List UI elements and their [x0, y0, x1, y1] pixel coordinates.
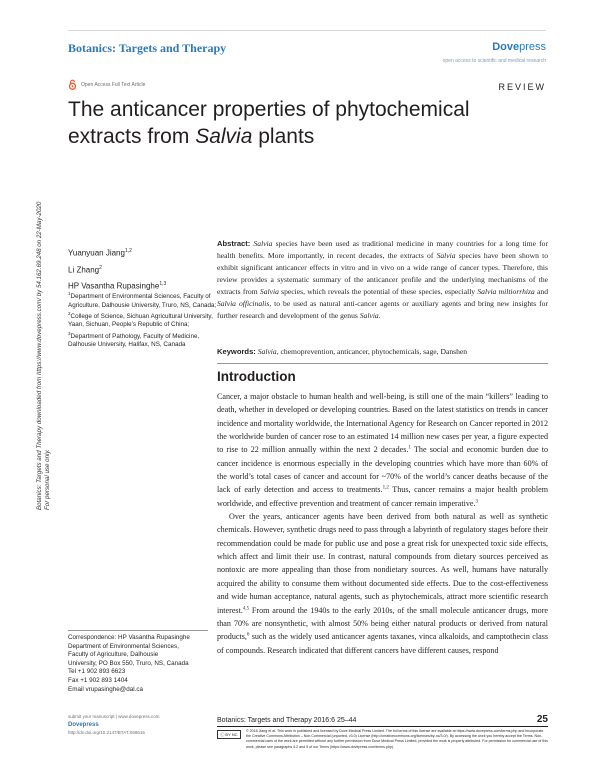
correspondence-rule [68, 630, 208, 631]
page-number: 25 [536, 714, 548, 725]
author[interactable]: Yuanyuan Jiang$^{1,2}$ [68, 248, 132, 258]
open-access-lock-icon [68, 79, 77, 90]
doi-link[interactable]: http://dx.doi.org/10.2147/BTAT.S68616 [68, 730, 145, 735]
publisher-logo-rest: press [519, 41, 546, 53]
author-list [68, 244, 166, 294]
article-title [68, 96, 528, 150]
correspondence-email[interactable]: Email vrupasinghe@dal.ca [68, 685, 143, 693]
publisher-tagline: open access to scientific and medical research [442, 58, 546, 64]
journal-name[interactable]: Botanics: Targets and Therapy [68, 41, 227, 55]
introduction-body [217, 390, 548, 657]
title-italic: Salvia [195, 125, 253, 148]
download-stamp-line-1: Botanics: Targets and Therapy downloaded from https://www.dovepress.com/ by 54.162.69.248 on 22-May-2020 [36, 201, 43, 510]
keywords: Keywords: Salvia, chemoprevention, anticancer, phytochemicals, sage, Danshen [217, 347, 468, 356]
affiliations: $^1$Department of Environmental Sciences, Faculty of Agriculture, Dalhousie University, Truro, NS, Canada; $^2$College of Science, Sichuan Agricultural University, Yaan, Sichuan, People’s Republic of China; $^3$Department of Pathology, Faculty of Medicine, Dalhousie University, Halifax, NS, Canada [68, 291, 217, 349]
publisher-logo[interactable] [492, 41, 546, 53]
paragraph: Cancer, a major obstacle to human health and well-being, is still one of the main “killers” leading to death, whether in developed or developing countries. Based on the latest statistics on trends in cancer incidence and mortality worldwide, the International Agency for Research on Cancer reported in 2012 the worldwide burden of cancer rose to an estimated 14 million new cases per year, a figure expected to rise to 22 million annually within the next 2 decades.$^1$ The social and economic burden due to cancer incidence is enormous especially in the developing countries which have more than 60% of the world’s total cases of cancer and account for ~70% of the world’s cancer deaths because of the lack of early detection and access to treatments.$^{1,2}$ Thus, cancer remains a major health problem worldwide, and effective prevention and treatment of cancer remain imperative.$^3$ [217, 392, 548, 508]
open-access-label: Open Access Full Text Article [81, 81, 146, 88]
submit-manuscript-link[interactable]: submit your manuscript | www.dovepress.com [68, 714, 160, 719]
title-line-2a: extracts from [68, 125, 196, 148]
license-text: © 2016 Jiang et al. This work is published and licensed by Dove Medical Press Limited. The full terms of this license are available at https://www.dovepress.com/terms.php and incorporate the Creative Commons Attribution – Non Commercial (unported, v3.0) License (http://creativecommons.org/licenses/by-nc/3.0/). By accessing the work you hereby accept the Terms. Non-commercial uses of the work are permitted without any further permission from Dove Medical Press Limited, provided the work is properly attributed. For permission for commercial use of this work, please see paragraphs 4.2 and 5 of our Terms (https://www.dovepress.com/terms.php). [246, 729, 548, 749]
download-stamp-line-2: For personal use only. [44, 449, 51, 510]
footer-rule [217, 726, 548, 727]
section-heading-introduction: Introduction [217, 369, 296, 384]
cc-icon: ⓒ [220, 731, 225, 737]
author[interactable]: Li Zhang$^2$ [68, 264, 102, 275]
title-line-1: The anticancer properties of phytochemical [68, 98, 470, 121]
keywords-label: Keywords: [217, 347, 256, 356]
paragraph: Over the years, anticancer agents have been derived from both natural as well as synthetic chemicals. However, synthetic drugs need to pass through a labyrinth of regulatory stages before their recommendation could be made for public use and pose a great risk for unexpected toxic side effects, which affect and limit their use. In contrast, natural compounds from dietary sources perceived as nontoxic are more appealing than those from nondietary sources. As well, humans have naturally acquired the ability to consume them without documented side effects. Due to the cost-effectiveness and wide human acceptance, natural agents, such as phytochemicals, attract more scientific research interest.$^{4,5}$ From around the 1940s to the early 2010s, of the small molecule anticancer drugs, more than 70% are nonsynthetic, with almost 50% being either natural products or derived from natural products,$^6$ such as the widely used anticancer agents taxanes, vinca alkaloids, and camptothecin class of compounds. Research indicated that different cancers have different causes, respond [217, 512, 548, 655]
publisher-logo-bold: Dove [492, 41, 520, 53]
footer-dovepress-logo[interactable]: Dovepress [68, 722, 99, 728]
open-access-badge [68, 79, 145, 90]
abstract: Abstract: Salvia species have been used as traditional medicine in many countries for a long time for health benefits. More importantly, in recent decades, the extracts of Salvia species have been shown to exhibit significant anticancer effects in vitro and in vivo on a wide range of cancer types. Therefore, this review provides a systematic summary of the anticancer profile and the underlying mechanisms of the extracts from Salvia species, which reveals the potential of these species, especially Salvia miltiorrhiza and Salvia officinalis, to be used as natural anti-cancer agents or auxiliary agents and bring new insights for further research and development of the genus Salvia. [217, 239, 549, 320]
title-line-2b: plants [252, 125, 315, 148]
footer-left [68, 714, 208, 736]
article-type: REVIEW [498, 82, 546, 92]
abstract-label: Abstract: [217, 239, 251, 248]
author[interactable]: HP Vasantha Rupasinghe$^{1,3}$ [68, 281, 167, 291]
download-stamp [36, 150, 50, 510]
creative-commons-badge[interactable]: ⓒ BY NC [217, 730, 241, 739]
correspondence-block: Correspondence: HP Vasantha Rupasinghe Department of Environmental Sciences, Faculty of Agriculture, Dalhousie University, PO Box 550, Truro, NS, Canada Tel +1 902 893 6623 Fax +1 902 893 1404 Email vrupasinghe@dal.ca [68, 634, 218, 694]
abstract-rule [217, 363, 548, 364]
header-rule [68, 30, 546, 31]
footer-citation: Botanics: Targets and Therapy 2016:6 25–44 [217, 717, 357, 724]
